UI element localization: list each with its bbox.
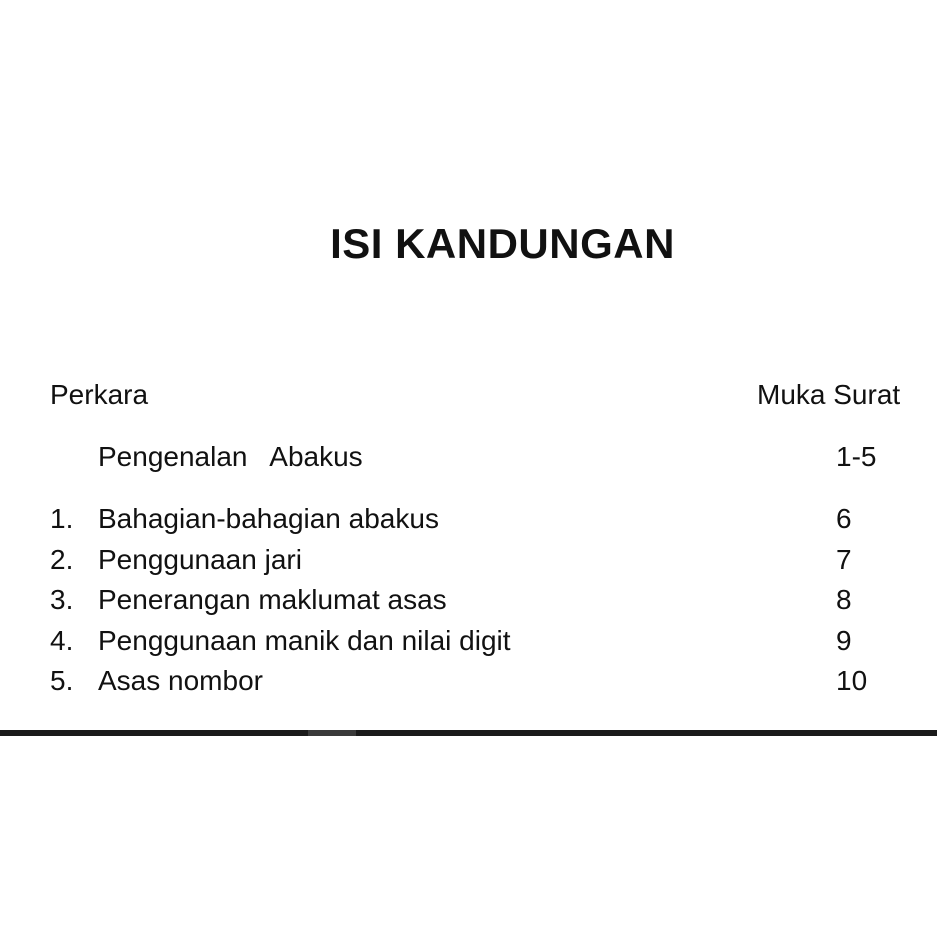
toc-row-title: Penggunaan manik dan nilai digit bbox=[98, 625, 511, 656]
toc-row-number: 2. bbox=[50, 544, 74, 575]
horizontal-divider bbox=[0, 730, 937, 736]
toc-row-page: 8 bbox=[836, 584, 852, 615]
column-header-perkara: Perkara bbox=[50, 379, 149, 410]
toc-row-number: 3. bbox=[50, 584, 74, 615]
column-header-muka-surat: Muka Surat bbox=[757, 379, 901, 410]
toc-row-title: Penerangan maklumat asas bbox=[98, 584, 447, 615]
toc-intro-page: 1-5 bbox=[836, 441, 877, 472]
toc-row bbox=[0, 625, 937, 661]
toc-row-number: 5. bbox=[50, 665, 74, 696]
toc-row-page: 10 bbox=[836, 665, 868, 696]
toc-row-number: 1. bbox=[50, 503, 74, 534]
toc-row-page: 6 bbox=[836, 503, 852, 534]
toc-row-page: 7 bbox=[836, 544, 852, 575]
page-title: ISI KANDUNGAN bbox=[330, 220, 675, 267]
toc-row bbox=[0, 503, 937, 539]
toc-row-title: Bahagian-bahagian abakus bbox=[98, 503, 439, 534]
toc-intro-title: Pengenalan Abakus bbox=[98, 441, 363, 472]
toc-row-title: Asas nombor bbox=[98, 665, 263, 696]
divider-gap bbox=[308, 730, 356, 736]
toc-row bbox=[0, 584, 937, 620]
toc-row-page: 9 bbox=[836, 625, 852, 656]
toc-row bbox=[0, 544, 937, 580]
toc-row bbox=[0, 665, 937, 701]
toc-intro-row bbox=[0, 441, 937, 477]
toc-row-title: Penggunaan jari bbox=[98, 544, 302, 575]
toc-row-number: 4. bbox=[50, 625, 74, 656]
